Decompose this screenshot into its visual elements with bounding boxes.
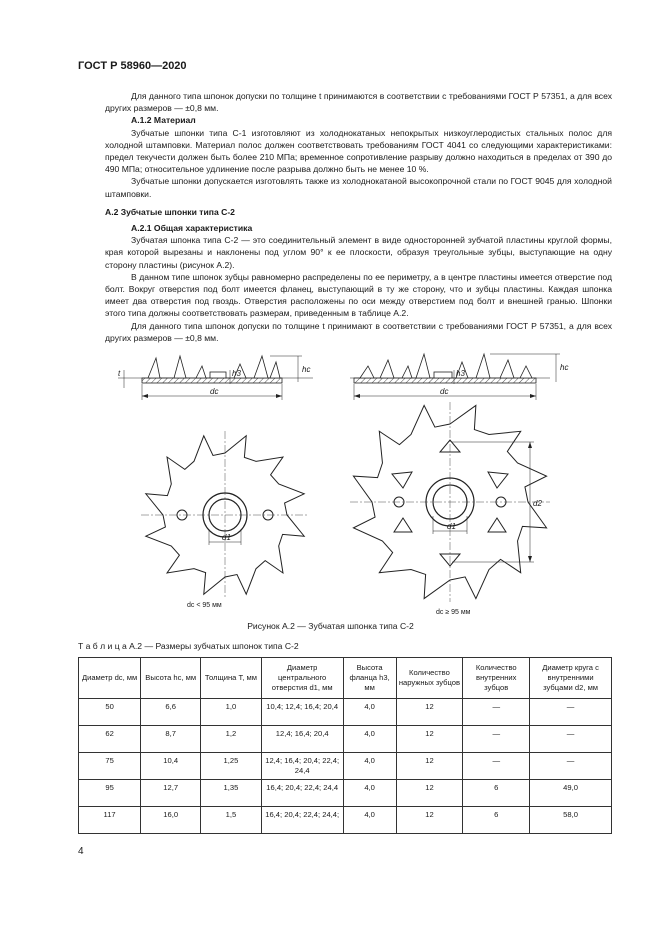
- table-cell: 75: [79, 753, 141, 780]
- table-cell: 1,5: [201, 807, 261, 834]
- table-cell: 4,0: [343, 699, 396, 726]
- document-header: ГОСТ Р 58960—2020: [78, 60, 187, 72]
- subsection-heading: А.2.1 Общая характеристика: [131, 223, 253, 234]
- table-cell: 10,4; 12,4; 16,4; 20,4: [261, 699, 343, 726]
- paragraph: Зубчатые шпонки допускается изготовлять также из холоднокатаной высокопрочной стали по ГОСТ 9045 для холодной штамповки.: [105, 176, 612, 199]
- table-cell: 10,4: [141, 753, 201, 780]
- table-cell: 4,0: [343, 807, 396, 834]
- table-cell: —: [530, 726, 612, 753]
- table-cell: 12: [396, 726, 463, 753]
- table-header-cell: Диаметр центрального отверстия d1, мм: [261, 658, 343, 699]
- table-cell: 6: [463, 807, 530, 834]
- body-text: [105, 90, 612, 344]
- table-cell: —: [463, 726, 530, 753]
- table-header-row: [79, 658, 612, 699]
- section-heading: А.2 Зубчатые шпонки типа С-2: [105, 206, 235, 217]
- table-caption: Т а б л и ц а А.2 — Размеры зубчатых шпонок типа С-2: [78, 641, 299, 651]
- table-header-cell: Высота hс, мм: [141, 658, 201, 699]
- table-cell: 95: [79, 780, 141, 807]
- dim-dc-label: dс: [440, 387, 449, 396]
- dim-h3-label: h3: [232, 369, 241, 378]
- table-cell: 117: [79, 807, 141, 834]
- dim-d1-label: d1: [222, 533, 231, 542]
- figure-caption: Рисунок А.2 — Зубчатая шпонка типа С-2: [247, 621, 414, 631]
- table-cell: 1,25: [201, 753, 261, 780]
- table-row: [79, 726, 612, 753]
- table-header-cell: Диаметр dс, мм: [79, 658, 141, 699]
- dim-hc-label: hс: [302, 365, 311, 374]
- dim-h3-label: h3: [456, 369, 465, 378]
- table-cell: 1,2: [201, 726, 261, 753]
- dim-d1-label: d1: [447, 522, 456, 531]
- table-cell: 4,0: [343, 753, 396, 780]
- table-cell: 4,0: [343, 780, 396, 807]
- table-cell: 6,6: [141, 699, 201, 726]
- table-cell: 12: [396, 753, 463, 780]
- table-cell: 62: [79, 726, 141, 753]
- label-small-plate: dс < 95 мм: [187, 602, 222, 609]
- table-header-cell: Количество внутренних зубцов: [463, 658, 530, 699]
- subsection-heading: А.1.2 Материал: [131, 115, 196, 126]
- table-cell: 6: [463, 780, 530, 807]
- paragraph: Зубчатая шпонка типа С-2 — это соединительный элемент в виде односторонней зубчатой пластины круглой формы, края которой вырезаны и наклонены под углом 90° к ее плоскости, образуя треугольные зубцы, выступающие на одну сторону пластины (рисунок А.2).: [105, 235, 612, 270]
- table-cell: —: [530, 699, 612, 726]
- table-cell: 16,0: [141, 807, 201, 834]
- table-cell: —: [463, 699, 530, 726]
- table-cell: 1,0: [201, 699, 261, 726]
- label-large-plate: dс ≥ 95 мм: [436, 609, 471, 616]
- paragraph: В данном типе шпонок зубцы равномерно распределены по ее периметру, а в центре пластины имеется отверстие под болт. Вокруг отверстия под болт имеется фланец, выступающий в ту же сторону, что и зубцы пластины. Каждая шпонка имеет два отверстия под гвоздь. Отверстия расположены по оси между отверстием под болт и внешней гранью. Шпонки этого типа должны соответствовать размерам, приведенным в таблице А.2.: [105, 271, 612, 319]
- table-header-cell: Количество наружных зубцов: [396, 658, 463, 699]
- table-cell: 49,0: [530, 780, 612, 807]
- dim-dc-label: dс: [210, 387, 219, 396]
- top-view-small: [130, 420, 320, 610]
- table-cell: 8,7: [141, 726, 201, 753]
- table-header-cell: Толщина T, мм: [201, 658, 261, 699]
- dim-hc-label: hс: [560, 363, 569, 372]
- dim-d2-label: d2: [533, 499, 542, 508]
- table-cell: 12: [396, 780, 463, 807]
- dim-t-label: t: [118, 369, 121, 378]
- table-cell: 12,7: [141, 780, 201, 807]
- table-cell: 16,4; 20,4; 22,4; 24,4;: [261, 807, 343, 834]
- paragraph: Для данного типа шпонок допуски по толщине t принимаются в соответствии с требованиями ГОСТ Р 57351, а для всех других размеров — ±0,8 мм.: [105, 91, 612, 114]
- table-header-cell: Высота фланца h3, мм: [343, 658, 396, 699]
- table-row: [79, 780, 612, 807]
- table-cell: 12: [396, 807, 463, 834]
- table-cell: 4,0: [343, 726, 396, 753]
- table-cell: 58,0: [530, 807, 612, 834]
- table-cell: 12,4; 16,4; 20,4; 22,4; 24,4: [261, 753, 343, 780]
- page-number: 4: [78, 846, 84, 857]
- table-cell: 16,4; 20,4; 22,4; 24,4: [261, 780, 343, 807]
- table-row: [79, 807, 612, 834]
- paragraph: Для данного типа шпонок допуски по толщине t принимают в соответствии с требованиями ГОСТ Р 57351, а для всех других размеров — ±0,8 мм.: [105, 320, 612, 343]
- top-view-large: [340, 392, 560, 617]
- table-cell: 12: [396, 699, 463, 726]
- table-cell: —: [530, 753, 612, 780]
- paragraph: Зубчатые шпонки типа С-1 изготовляют из холоднокатаных непокрытых низкоуглеродистых стальных полос для холодной штамповки. Материал полос должен соответствовать требованиям ГОСТ 4041 со следующими характеристиками: предел текучести должен быть более 210 МПа; временное сопротивление разрыву должно находиться в пределах от 390 до 490 МПа; относительное удлинение после разрыва должно быть не менее 10 %.: [105, 127, 612, 175]
- table-header-cell: Диаметр круга с внутренними зубцами d2, мм: [530, 658, 612, 699]
- table-cell: 50: [79, 699, 141, 726]
- table-row: [79, 699, 612, 726]
- table-cell: 12,4; 16,4; 20,4: [261, 726, 343, 753]
- table-row: [79, 753, 612, 780]
- side-view-small: [118, 348, 318, 410]
- dimensions-table: [78, 657, 612, 834]
- table-cell: —: [463, 753, 530, 780]
- table-cell: 1,35: [201, 780, 261, 807]
